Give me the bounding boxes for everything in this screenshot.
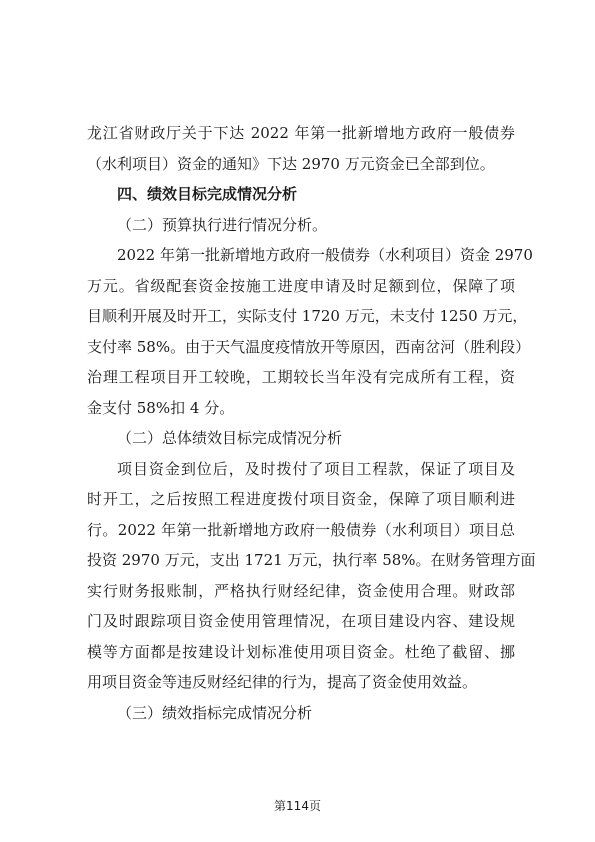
paragraph-line: 实行财务报账制，严格执行财经纪律，资金使用合理。财政部 [87,581,515,600]
paragraph-line: 金支付 58%扣 4 分。 [87,398,235,417]
paragraph-line: 支付率 58%。由于天气温度疫情放开等原因，西南岔河（胜利段） [87,337,531,356]
page-number: 第114页 [274,799,321,813]
paragraph-line: 行。2022 年第一批新增地方政府一般债券（水利项目）项目总 [87,520,515,539]
paragraph-line: 用项目资金等违反财经纪律的行为，提高了资金使用效益。 [87,673,478,691]
section-heading: 四、绩效目标完成情况分析 [117,185,298,203]
paragraph-line: 时开工，之后按照工程进度拨付项目资金，保障了项目顺利进 [87,490,515,508]
paragraph-line: 万元。省级配套资金按施工进度申请及时足额到位，保障了项 [87,276,515,295]
paragraph-line: 2022 年第一批新增地方政府一般债券（水利项目）资金 2970 [117,246,533,264]
subsection-heading: （三）绩效指标完成情况分析 [117,703,313,722]
body-text [87,118,536,728]
paragraph-line: 治理工程项目开工较晚，工期较长当年没有完成所有工程，资 [87,368,515,386]
subsection-heading: （二）总体绩效目标完成情况分析 [117,429,343,447]
paragraph-line: 龙江省财政厅关于下达 2022 年第一批新增地方政府一般债券 [87,124,515,142]
paragraph-line: 模等方面都是按建设计划标准使用项目资金。杜绝了截留、挪 [87,642,515,661]
paragraph-line: （水利项目）资金的通知》下达 2970 万元资金已全部到位。 [87,154,495,173]
paragraph-line: 门及时跟踪项目资金使用管理情况，在项目建设内容、建设规 [87,612,515,630]
paragraph-line: 项目资金到位后，及时拨付了项目工程款，保证了项目及 [117,459,515,478]
subsection-heading: （二）预算执行进行情况分析。 [117,215,328,234]
paragraph-line: 目顺利开展及时开工，实际支付 1720 万元，未支付 1250 万元， [87,307,528,325]
paragraph-line: 投资 2970 万元，支出 1721 万元，执行率 58%。在财务管理方面 [87,551,536,569]
